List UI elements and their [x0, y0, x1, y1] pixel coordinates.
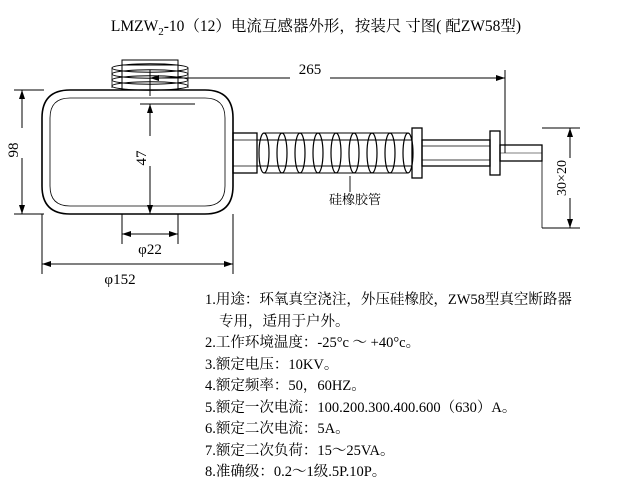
callout-silicone-tube — [329, 176, 381, 207]
title-suffix: -10（12）电流互感器外形，按装尺 寸图( 配ZW58型) — [163, 18, 522, 35]
title-subscript: 2 — [158, 26, 164, 39]
dimension-terminal-size — [542, 128, 580, 228]
dimension-label-98: 98 — [6, 142, 22, 158]
spec-line: 5.额定一次电流：100.200.300.400.600（630）A。 — [205, 399, 517, 416]
spec-line: 7.额定二次负荷：15〜25VA。 — [205, 442, 395, 459]
spec-line: 4.额定频率：50，60HZ。 — [205, 378, 366, 394]
silicone-rubber-bellows — [257, 133, 413, 173]
end-flange — [412, 128, 500, 178]
transformer-outline-drawing — [0, 48, 632, 288]
dimension-label-phi152: φ152 — [104, 272, 136, 288]
dimension-body-height — [6, 90, 44, 214]
spec-line: 1.用途：环氧真空浇注，外压硅橡胶，ZW58型真空断路器 — [205, 292, 572, 308]
silicone-tube-label: 硅橡胶管 — [328, 192, 382, 207]
page-title — [0, 14, 632, 38]
spec-line: 6.额定二次电流：5A。 — [205, 421, 350, 437]
dimension-label-47: 47 — [134, 150, 150, 166]
dimension-label-265: 265 — [298, 62, 322, 78]
dimension-label-30x20: 30×20 — [555, 160, 570, 196]
dimension-neck-diameter — [122, 214, 178, 258]
connecting-neck — [233, 133, 257, 173]
spec-line: 2.工作环境温度：-25°c 〜 +40°c。 — [205, 335, 421, 351]
spec-line: 专用，适用于户外。 — [219, 313, 350, 330]
title-prefix: LMZW — [110, 18, 159, 35]
spec-line: 8.准确级：0.2〜1级.5P.10P。 — [205, 464, 387, 480]
specifications-list — [205, 290, 630, 484]
dimension-label-phi22: φ22 — [138, 242, 162, 258]
dimension-insulator-height — [134, 104, 195, 214]
spec-line: 3.额定电压：10KV。 — [205, 356, 339, 373]
terminal-bar — [500, 145, 542, 161]
